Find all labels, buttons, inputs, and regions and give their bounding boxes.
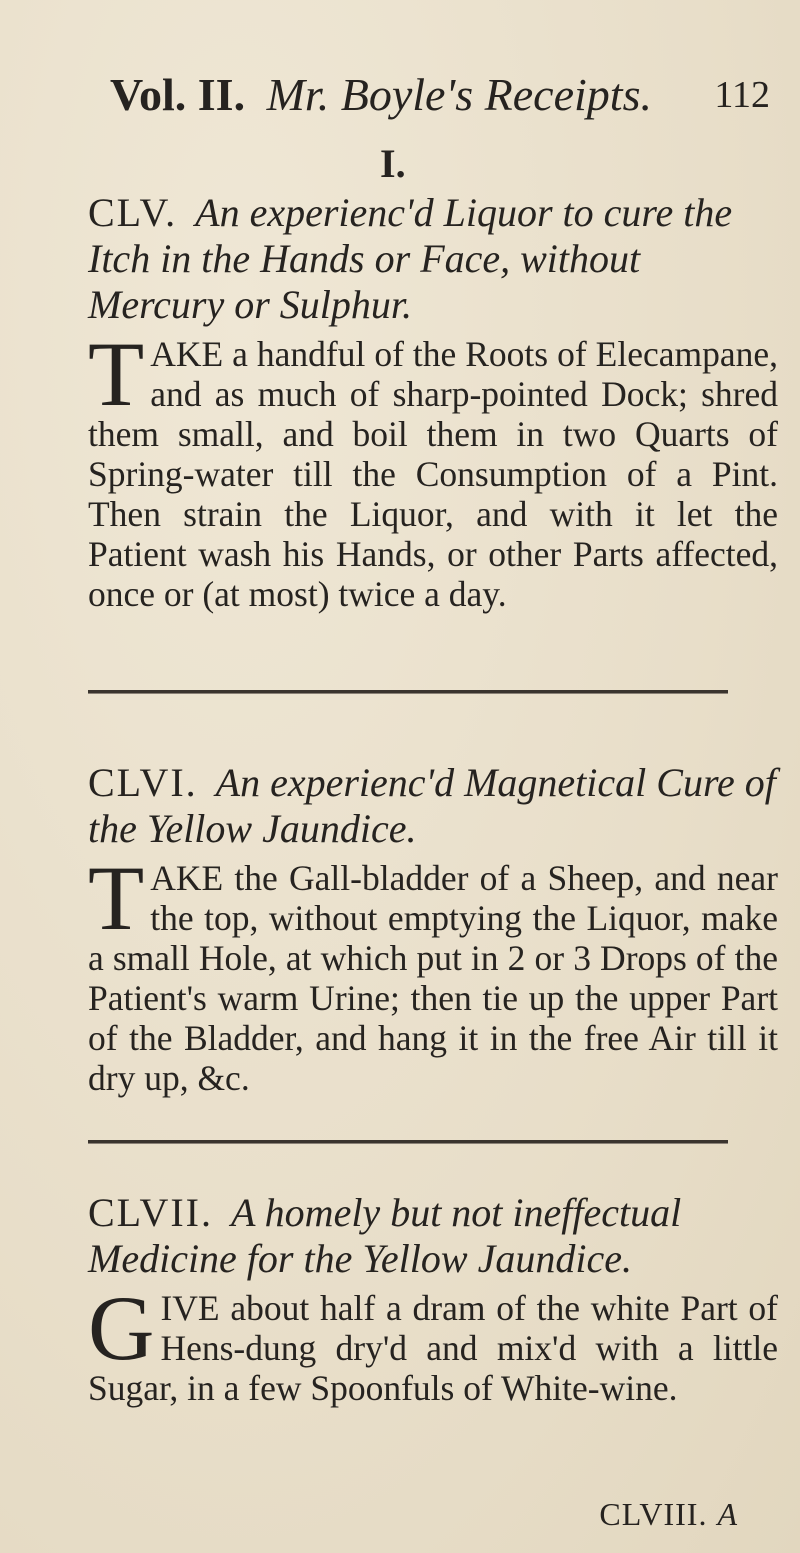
running-title: Mr. Boyle's Receipts. (266, 69, 652, 120)
recipe-number: CLV. (88, 190, 178, 235)
volume-label: Vol. II. (110, 69, 246, 120)
recipe-body (88, 1277, 778, 1408)
recipe-text: IVE about half a dram of the white Part of Hens-dung dry'd and mix'd with a little Sugar, in a few Spoonfuls of White-wine. (88, 1288, 778, 1408)
section-divider (88, 690, 728, 693)
recipe-title: An experienc'd Liquor to cure the Itch in the Hands or Face, without Mercury or Sulphur. (88, 190, 733, 327)
recipe-number: CLVII. (88, 1190, 213, 1235)
catchword-number: CLVIII. (599, 1496, 708, 1532)
recipe-clv (88, 190, 778, 614)
recipe-title: An experienc'd Magnetical Cure of the Yellow Jaundice. (88, 760, 776, 851)
page-number: 112 (714, 74, 770, 116)
recipe-title: A homely but not ineffectual Medicine for the Yellow Jaundice. (88, 1190, 682, 1281)
recipe-number: CLVI. (88, 760, 198, 805)
recipe-heading (88, 190, 778, 328)
recipe-heading (88, 760, 778, 852)
drop-cap: T (88, 847, 145, 949)
recipe-heading (88, 1190, 778, 1282)
drop-cap: T (88, 323, 145, 425)
recipe-text: AKE the Gall-bladder of a Sheep, and near the top, without emptying the Liquor, make a small Hole, at which put in 2 or 3 Drops of the Patient's warm Urine; then tie up the upper Part of the Bladder, and hang it in the free Air till it dry up, &c. (88, 858, 778, 1098)
drop-cap: G (88, 1277, 155, 1379)
section-divider (88, 1140, 728, 1143)
catchword (599, 1496, 738, 1533)
catchword-text: A (717, 1496, 738, 1532)
recipe-clvii (88, 1190, 778, 1408)
preceding-numeral: I. (380, 141, 406, 186)
running-header (110, 70, 770, 120)
recipe-body (88, 323, 778, 614)
recipe-clvi (88, 760, 778, 1098)
recipe-body (88, 847, 778, 1098)
recipe-text: AKE a handful of the Roots of Elecampane, and as much of sharp-pointed Dock; shred them small, and boil them in two Quarts of Spring-water till the Consumption of a Pint. Then strain the Liquor, and with it let the Patient wash his Hands, or other Parts affected, once or (at most) twice a day. (88, 334, 778, 614)
